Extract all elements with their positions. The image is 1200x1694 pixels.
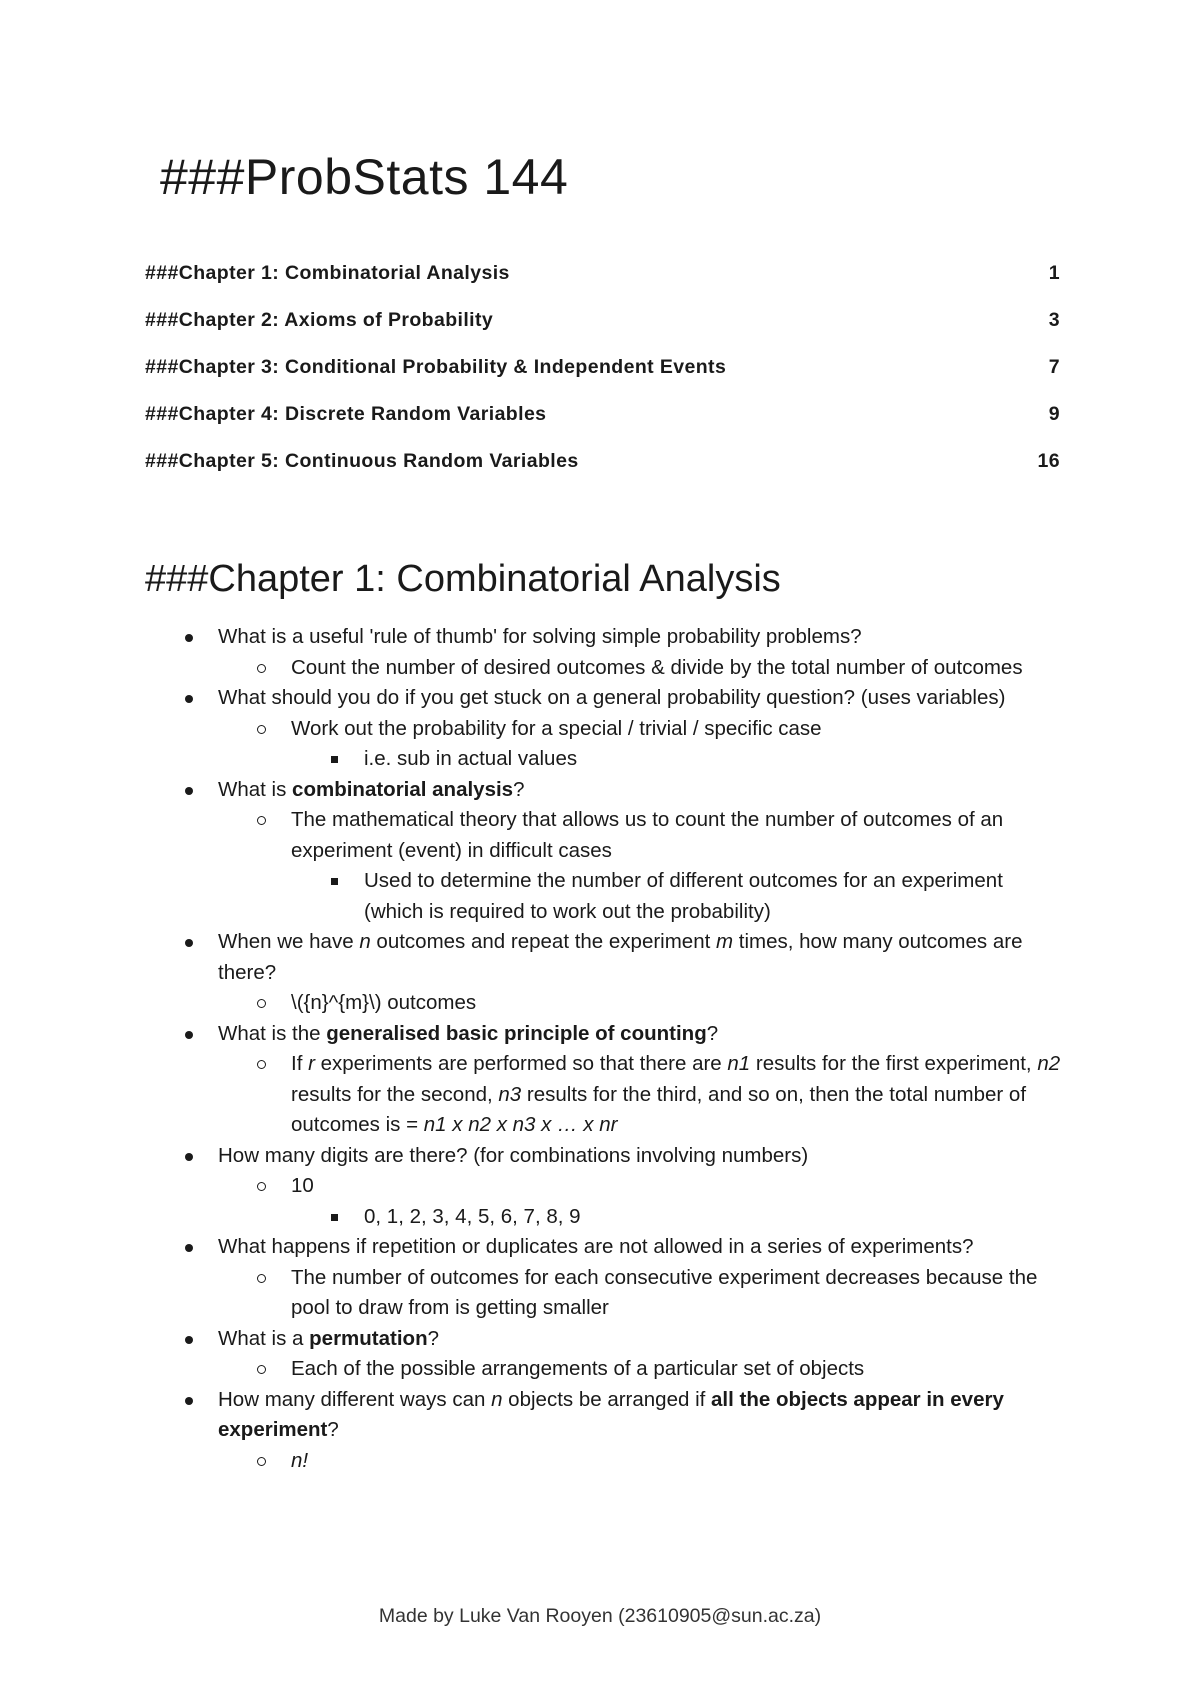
toc-label[interactable]: ###Chapter 1: Combinatorial Analysis: [145, 262, 510, 284]
table-of-contents: [145, 262, 1060, 497]
answer-item: n!: [145, 1446, 1065, 1477]
toc-row[interactable]: [145, 309, 1060, 356]
question-item: What happens if repetition or duplicates are not allowed in a series of experiments?: [145, 1232, 1065, 1263]
question-item: How many different ways can n objects be arranged if all the objects appear in every experiment?: [145, 1385, 1065, 1446]
question-item: How many digits are there? (for combinations involving numbers): [145, 1141, 1065, 1172]
toc-row[interactable]: [145, 450, 1060, 497]
detail-item: Used to determine the number of different outcomes for an experiment (which is required to work out the probability): [145, 866, 1065, 927]
term-bold: permutation: [309, 1326, 428, 1350]
question-item: What should you do if you get stuck on a general probability question? (uses variables): [145, 683, 1065, 714]
answer-item: 10: [145, 1171, 1065, 1202]
answer-item: The mathematical theory that allows us to count the number of outcomes of an experiment (event) in difficult cases: [145, 805, 1065, 866]
detail-item: i.e. sub in actual values: [145, 744, 1065, 775]
toc-row[interactable]: [145, 262, 1060, 309]
term-bold: combinatorial analysis: [292, 777, 514, 801]
term-bold: generalised basic principle of counting: [326, 1021, 707, 1045]
toc-page-number: 9: [1048, 403, 1060, 425]
toc-label[interactable]: ###Chapter 3: Conditional Probability & Independent Events: [145, 356, 727, 378]
question-item: What is the generalised basic principle of counting?: [145, 1019, 1065, 1050]
answer-item: Each of the possible arrangements of a particular set of objects: [145, 1354, 1065, 1385]
toc-page-number: 1: [1048, 262, 1060, 284]
page-title: ###ProbStats 144: [160, 149, 569, 205]
chapter-heading: ###Chapter 1: Combinatorial Analysis: [145, 558, 781, 600]
answer-item: \({n}^{m}\) outcomes: [145, 988, 1065, 1019]
answer-item: The number of outcomes for each consecutive experiment decreases because the pool to draw from is getting smaller: [145, 1263, 1065, 1324]
answer-item: Count the number of desired outcomes & divide by the total number of outcomes: [145, 653, 1065, 684]
toc-page-number: 7: [1048, 356, 1060, 378]
toc-page-number: 16: [1037, 450, 1060, 472]
question-item: When we have n outcomes and repeat the experiment m times, how many outcomes are there?: [145, 927, 1065, 988]
term-bold: all the objects appear in every experiment: [218, 1387, 1004, 1441]
question-item: What is a useful 'rule of thumb' for solving simple probability problems?: [145, 622, 1065, 653]
formula: n1 x n2 x n3 x … x nr: [423, 1113, 618, 1136]
detail-item: 0, 1, 2, 3, 4, 5, 6, 7, 8, 9: [145, 1202, 1065, 1233]
answer-item: Work out the probability for a special / trivial / specific case: [145, 714, 1065, 745]
toc-label[interactable]: ###Chapter 5: Continuous Random Variables: [145, 450, 579, 472]
toc-row[interactable]: [145, 356, 1060, 403]
answer-item: If r experiments are performed so that there are n1 results for the first experiment, n2 results for the second, n3 results for the third, and so on, then the total number of outcomes is = n1 x n2 x n3 x … x nr: [145, 1049, 1065, 1141]
toc-page-number: 3: [1048, 309, 1060, 331]
toc-row[interactable]: [145, 403, 1060, 450]
toc-label[interactable]: ###Chapter 4: Discrete Random Variables: [145, 403, 547, 425]
chapter-notes: [145, 622, 1065, 1476]
question-item: What is combinatorial analysis?: [145, 775, 1065, 806]
toc-label[interactable]: ###Chapter 2: Axioms of Probability: [145, 309, 494, 331]
page-footer: Made by Luke Van Rooyen (23610905@sun.ac.za): [378, 1605, 822, 1627]
question-item: What is a permutation?: [145, 1324, 1065, 1355]
